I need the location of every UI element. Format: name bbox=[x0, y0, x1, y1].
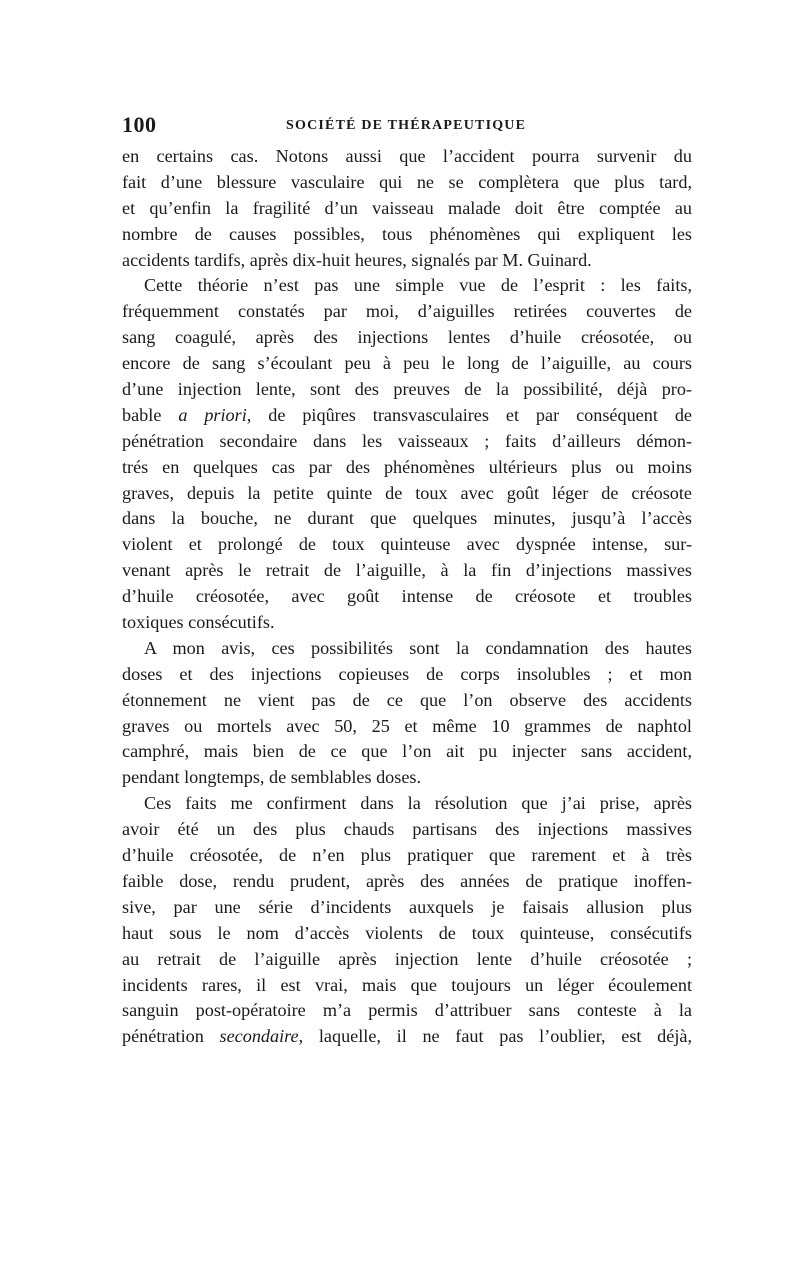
text-line: doses et des injections copieuses de corps insolubles ; et mon bbox=[122, 663, 692, 684]
running-head bbox=[122, 112, 692, 142]
text-line: Ces faits me confirment dans la résolution que j’ai prise, après bbox=[144, 793, 692, 814]
text-line: incidents rares, il est vrai, mais que toujours un léger écoulement bbox=[122, 974, 692, 995]
text-line: A mon avis, ces possibilités sont la condamnation des hautes bbox=[144, 637, 692, 658]
text-line: d’huile créosotée, de n’en plus pratiquer que rarement et à très bbox=[122, 845, 692, 866]
italic-phrase: secondaire bbox=[219, 1026, 299, 1047]
text-line: encore de sang s’écoulant peu à peu le long de l’aiguille, au cours bbox=[122, 353, 692, 374]
text-segment: bable bbox=[122, 404, 179, 425]
page-number: 100 bbox=[122, 112, 157, 137]
text-line: graves ou mortels avec 50, 25 et même 10 grammes de naphtol bbox=[122, 715, 692, 736]
text-line: venant après le retrait de l’aiguille, à la fin d’injections massives bbox=[122, 560, 692, 581]
text-line: dans la bouche, ne durant que quelques minutes, jusqu’à l’accès bbox=[122, 508, 692, 529]
text-line: étonnement ne vient pas de ce que l’on observe des accidents bbox=[122, 689, 692, 710]
text-line: pénétration secondaire dans les vaisseaux ; faits d’ailleurs démon- bbox=[122, 430, 692, 451]
text-line bbox=[122, 1024, 692, 1050]
text-line: d’une injection lente, sont des preuves de la possibilité, déjà pro- bbox=[122, 379, 692, 400]
text-segment: , de piqûres transvasculaires et par conséquent de bbox=[246, 404, 692, 425]
text-line: et qu’enfin la fragilité d’un vaisseau malade doit être comptée au bbox=[122, 197, 692, 218]
text-segment: , laquelle, il ne faut pas l’oublier, est déjà, bbox=[298, 1026, 693, 1047]
text-line: violent et prolongé de toux quinteuse avec dyspnée intense, sur- bbox=[122, 534, 692, 555]
text-line bbox=[122, 403, 692, 429]
text-line: fréquemment constatés par moi, d’aiguilles retirées couvertes de bbox=[122, 301, 692, 322]
text-line: sive, par une série d’incidents auxquels je faisais allusion plus bbox=[122, 896, 692, 917]
body-text bbox=[122, 144, 692, 1050]
text-line: d’huile créosotée, avec goût intense de créosote et troubles bbox=[122, 586, 692, 607]
text-line: accidents tardifs, après dix-huit heures, signalés par M. Guinard. bbox=[122, 249, 592, 270]
text-line: Cette théorie n’est pas une simple vue de l’esprit : les faits, bbox=[144, 275, 692, 296]
running-title: SOCIÉTÉ DE THÉRAPEUTIQUE bbox=[286, 118, 527, 133]
text-line: fait d’une blessure vasculaire qui ne se complètera que plus tard, bbox=[122, 171, 692, 192]
text-line: camphré, mais bien de ce que l’on ait pu injecter sans accident, bbox=[122, 741, 692, 762]
text-line: trés en quelques cas par des phénomènes ultérieurs plus ou moins bbox=[122, 456, 692, 477]
text-line: sang coagulé, après des injections lentes d’huile créosotée, ou bbox=[122, 327, 692, 348]
text-line: nombre de causes possibles, tous phénomènes qui expliquent les bbox=[122, 223, 692, 244]
text-line: au retrait de l’aiguille après injection lente d’huile créosotée ; bbox=[122, 948, 692, 969]
text-line: sanguin post-opératoire m’a permis d’attribuer sans conteste à la bbox=[122, 1000, 692, 1021]
text-line: avoir été un des plus chauds partisans des injections massives bbox=[122, 819, 692, 840]
text-segment: pénétration bbox=[122, 1026, 220, 1047]
text-line: graves, depuis la petite quinte de toux avec goût léger de créosote bbox=[122, 482, 692, 503]
text-line: en certains cas. Notons aussi que l’accident pourra survenir du bbox=[122, 146, 692, 166]
italic-phrase: a priori bbox=[178, 404, 247, 425]
text-line: haut sous le nom d’accès violents de toux quinteuse, consécutifs bbox=[122, 922, 692, 943]
text-line: pendant longtemps, de semblables doses. bbox=[122, 767, 422, 788]
text-line: faible dose, rendu prudent, après des années de pratique inoffen- bbox=[122, 870, 692, 891]
text-line: toxiques consécutifs. bbox=[122, 612, 275, 633]
